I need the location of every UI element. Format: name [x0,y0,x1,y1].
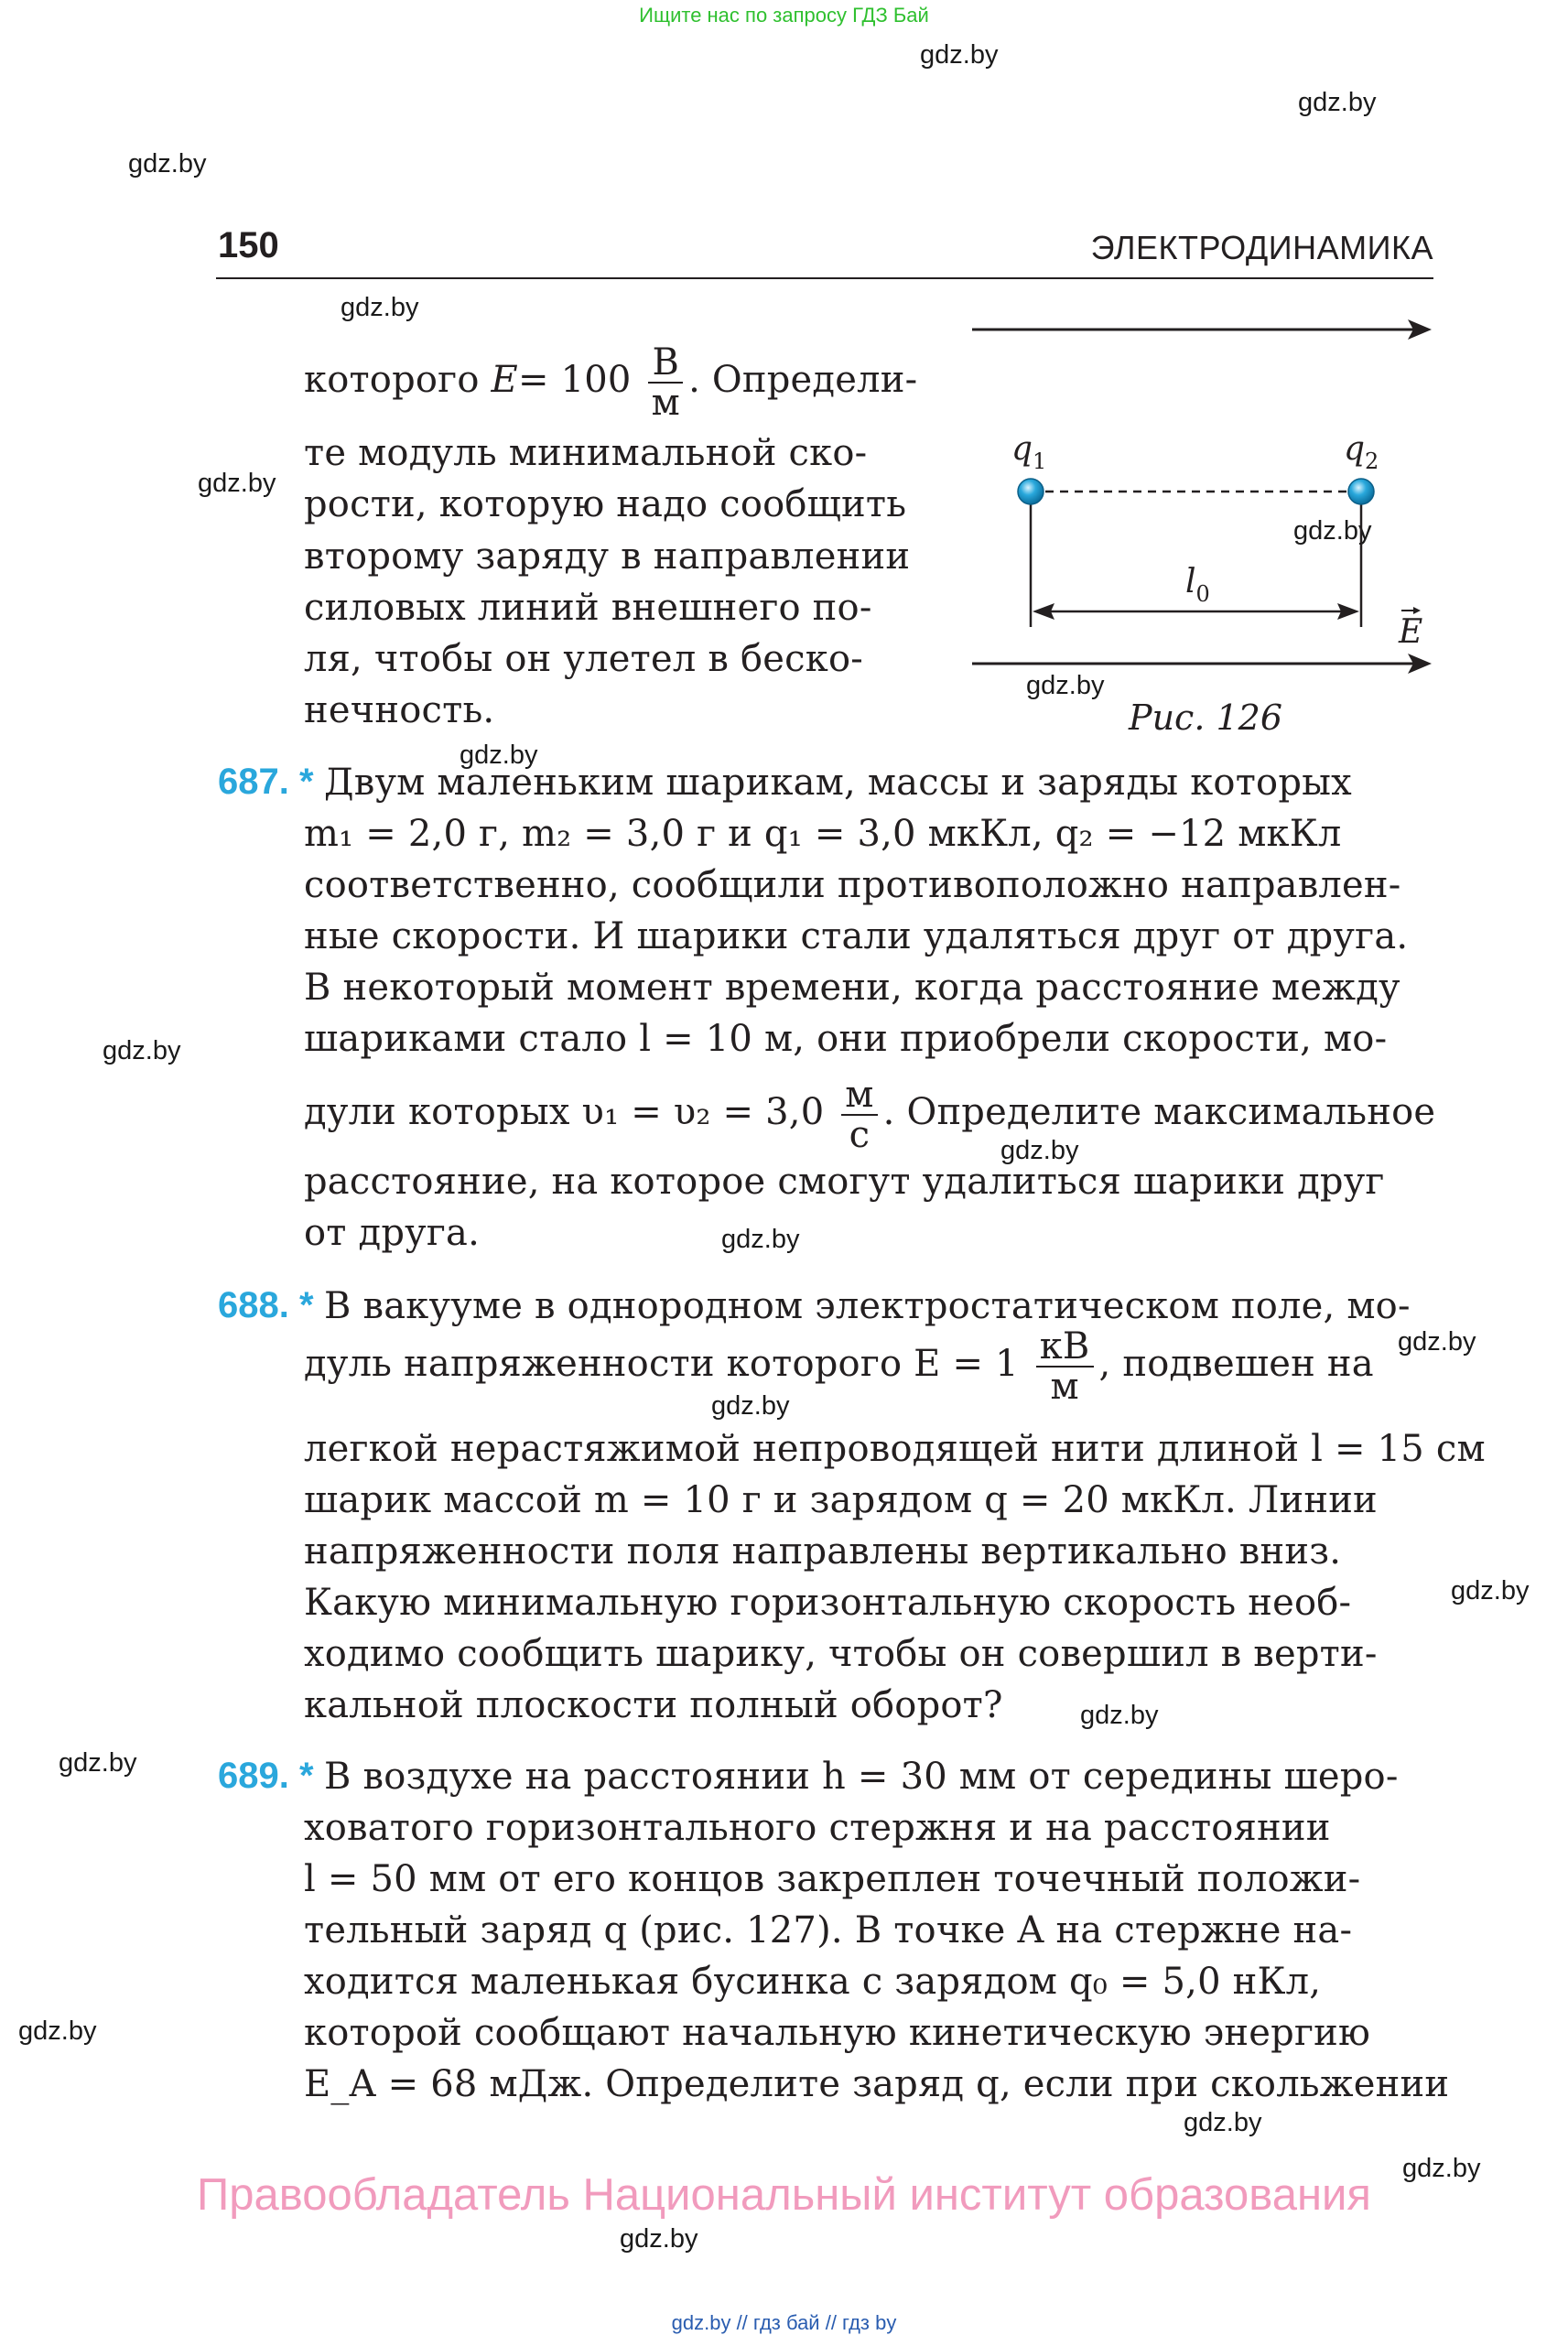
problem-number-688: 688. * [218,1285,314,1325]
problem-line: m₁ = 2,0 г, m₂ = 3,0 г и q₁ = 3,0 мкКл, q₂ = −12 мкКл [304,813,1342,855]
watermark[interactable]: gdz.by [18,2016,97,2046]
charge-q1-ball [1018,479,1044,504]
watermark[interactable]: gdz.by [1080,1701,1159,1730]
watermark[interactable]: gdz.by [103,1036,181,1065]
intro-line-1 [304,343,917,422]
watermark[interactable]: gdz.by [1184,2108,1262,2137]
problem-line: шариками стало l = 10 м, они приобрели скорости, мо- [304,1018,1388,1060]
problem-line: ные скорости. И шарики стали удаляться друг от друга. [304,915,1409,957]
distance-label: l [1185,563,1196,600]
star-icon: * [298,762,314,802]
intro-var-e: E [491,359,518,401]
svg-text:q2 [1344,430,1379,474]
watermark[interactable]: gdz.by [59,1748,137,1778]
intro-line1-post: . Определи- [688,359,918,401]
problem-line: шарик массой m = 10 г и зарядом q = 20 мкКл. Линии [304,1479,1378,1521]
unit-fraction [1036,1327,1094,1406]
fraction-numerator: В [648,343,683,384]
problem-line: тельный заряд q (рис. 127). В точке A на стержне на- [304,1909,1353,1951]
star-icon: * [298,1285,314,1325]
figure-caption: Рис. 126 [1129,697,1283,738]
intro-line1-pre: которого [304,359,480,401]
intro-line: рости, которую надо сообщить [304,483,907,525]
problem-fraction-line [304,1327,1374,1406]
svg-text:q1 [1011,430,1046,474]
intro-line: второму заряду в направлении [304,535,911,578]
intro-line: те модуль минимальной ско- [304,432,868,474]
problem-line: напряженности поля направлены вертикально вниз. [304,1530,1342,1573]
section-title: ЭЛЕКТРОДИНАМИКА [1090,229,1433,266]
problem-number-687: 687. * [218,762,314,802]
intro-line: силовых линий внешнего по- [304,587,872,629]
fraction-denominator: с [849,1114,871,1156]
problem-line: которой сообщают начальную кинетическую энергию [304,2012,1370,2054]
watermark[interactable]: gdz.by [711,1391,790,1421]
problem-line: ховатого горизонтального стержня и на расстоянии [304,1807,1331,1849]
watermark[interactable]: gdz.by [198,469,276,498]
copyright-notice: Правообладатель Национальный институт образования [197,2170,1371,2220]
distance-sub: 0 [1195,581,1210,607]
charge-q2-ball [1348,479,1374,504]
unit-fraction [648,343,683,422]
problem-fraction-line [304,1076,1435,1154]
problem-line: легкой нерастяжимой непроводящей нити длиной l = 15 см [304,1428,1486,1470]
fraction-line-post: . Определите максимальное [882,1091,1436,1133]
fraction-line-pre: дуль напряженности которого E = 1 [304,1343,1019,1385]
problem-line: Какую минимальную горизонтальную скорость необ- [304,1582,1352,1624]
page-number: 150 [218,225,279,265]
fraction-denominator: м [651,382,680,424]
watermark[interactable]: gdz.by [341,293,419,322]
svg-text:l0 [1185,563,1210,607]
problem-line: E_A = 68 мДж. Определите заряд q, если при скольжении [304,2063,1450,2105]
watermark[interactable]: gdz.by [1451,1576,1530,1605]
q2-sub: 2 [1365,449,1379,474]
intro-line: нечность. [304,689,495,731]
field-label: E [1399,613,1423,651]
problem-line: ходится маленькая бусинка с зарядом q₀ = 5,0 нКл, [304,1961,1322,2003]
intro-line: ля, чтобы он улетел в беско- [304,638,863,680]
fraction-line-post: , подвешен на [1098,1343,1374,1385]
watermark[interactable]: gdz.by [1402,2154,1481,2183]
header-rule [216,277,1433,279]
problem-line: В воздухе на расстоянии h = 30 мм от середины шеро- [324,1756,1399,1798]
star-icon: * [298,1756,314,1796]
top-banner[interactable]: Ищите нас по запросу ГДЗ Бай [639,4,929,27]
problem-line: Двум маленьким шарикам, массы и заряды которых [324,762,1352,804]
watermark[interactable]: gdz.by [128,149,207,178]
watermark[interactable]: gdz.by [1293,516,1372,546]
watermark[interactable]: gdz.by [1298,88,1377,117]
fraction-denominator: м [1050,1366,1079,1408]
figure-126 [961,302,1437,705]
watermark[interactable]: gdz.by [460,741,538,770]
intro-eq: = 100 [517,359,632,401]
watermark[interactable]: gdz.by [1000,1136,1079,1165]
watermark[interactable]: gdz.by [620,2224,698,2254]
problem-line: соответственно, сообщили противоположно направлен- [304,864,1401,906]
watermark[interactable]: gdz.by [721,1225,800,1254]
q1-sub: 1 [1033,449,1047,474]
problem-line: В вакууме в однородном электростатическом поле, мо- [324,1285,1411,1327]
fraction-numerator: кВ [1036,1327,1094,1368]
watermark[interactable]: gdz.by [1398,1327,1476,1357]
problem-line: кальной плоскости полный оборот? [304,1684,1003,1726]
problem-line: расстояние, на которое смогут удалиться шарики друг [304,1161,1385,1203]
q1-label: q [1011,430,1033,468]
watermark[interactable]: gdz.by [1026,671,1105,700]
q2-label: q [1344,430,1366,468]
problem-line: l = 50 мм от его концов закреплен точечный положи- [304,1858,1361,1900]
footer-links[interactable]: gdz.by // гдз бай // гдз by [671,2311,897,2334]
unit-fraction [841,1076,877,1154]
problem-line: от друга. [304,1212,481,1254]
watermark[interactable]: gdz.by [920,40,999,70]
fraction-line-pre: дули которых υ₁ = υ₂ = 3,0 [304,1091,825,1133]
problem-line: В некоторый момент времени, когда расстояние между [304,967,1400,1009]
problem-number-689: 689. * [218,1756,314,1796]
fraction-numerator: м [841,1076,877,1116]
problem-line: ходимо сообщить шарику, чтобы он совершил в верти- [304,1633,1378,1675]
